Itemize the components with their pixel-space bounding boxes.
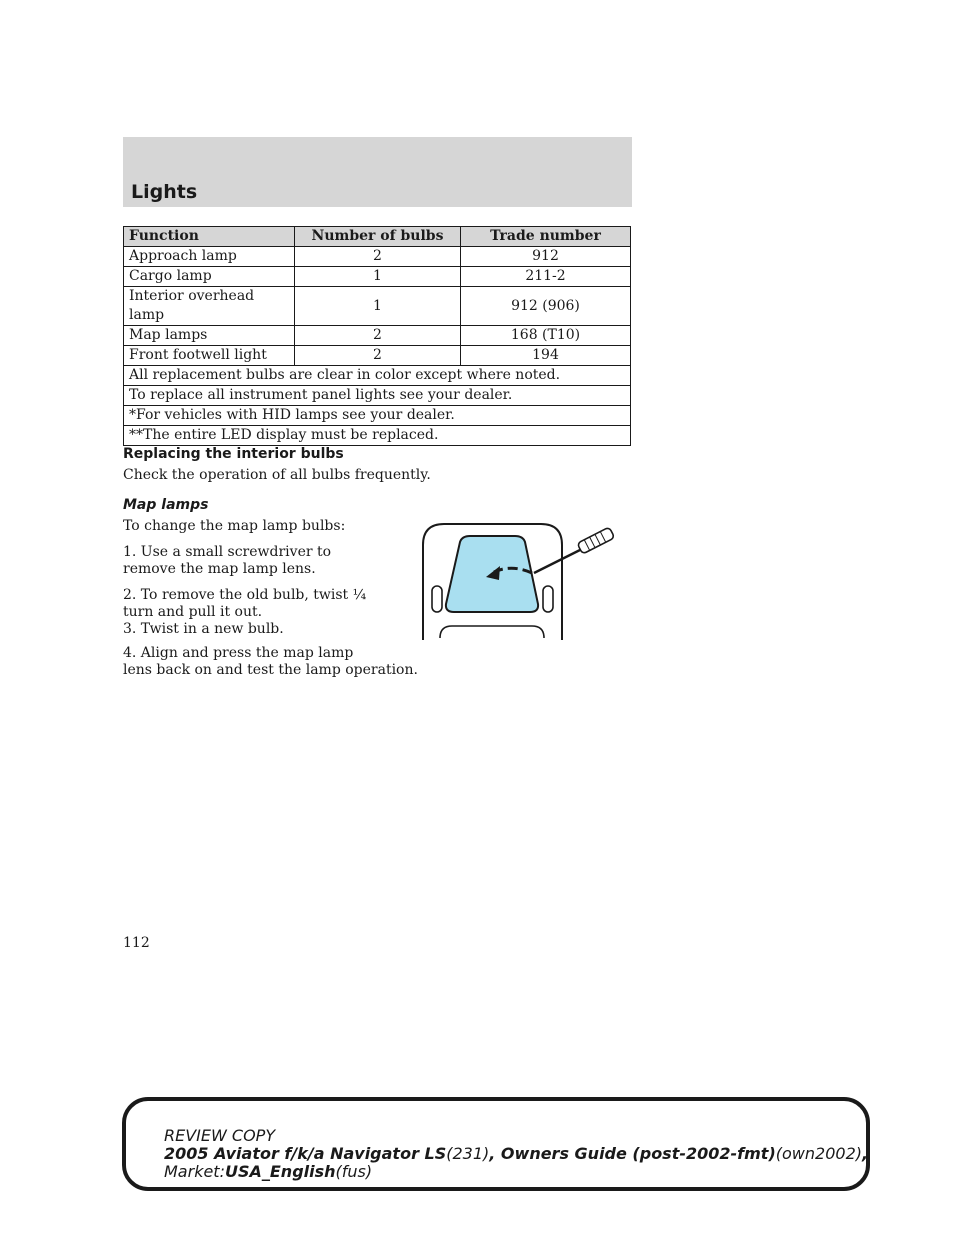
section-title: Lights <box>131 181 198 203</box>
footer-vehicle-code: (231) <box>446 1144 490 1163</box>
cell-number: 2 <box>295 247 461 267</box>
bulb-table <box>123 226 631 446</box>
step-line: 1. Use a small screwdriver to <box>123 544 332 560</box>
column-header-number-of-bulbs: Number of bulbs <box>295 227 461 247</box>
sub-heading: Map lamps <box>123 497 209 513</box>
table-note-row <box>124 406 631 426</box>
step-3 <box>123 621 284 638</box>
screwdriver-handle-icon <box>577 527 615 554</box>
cell-function: Interior overhead lamp <box>124 287 295 326</box>
table-header-row <box>124 227 631 247</box>
step-line: 3. Twist in a new bulb. <box>123 621 284 637</box>
footer-line-2 <box>164 1145 868 1163</box>
step-line: turn and pull it out. <box>123 604 263 620</box>
intro-text: Check the operation of all bulbs frequently. <box>123 467 431 483</box>
section-heading: Replacing the interior bulbs <box>123 446 344 462</box>
table-note: To replace all instrument panel lights see your dealer. <box>124 386 631 406</box>
table-row <box>124 326 631 346</box>
step-line: lens back on and test the lamp operation. <box>123 662 418 678</box>
cell-function: Cargo lamp <box>124 267 295 287</box>
step-1 <box>123 544 331 578</box>
table-row <box>124 247 631 267</box>
review-copy-label: REVIEW COPY <box>164 1126 276 1145</box>
footer-market-label: Market: <box>164 1162 225 1181</box>
cell-function: Front footwell light <box>124 346 295 366</box>
cell-number: 1 <box>295 267 461 287</box>
page-number: 112 <box>123 935 150 951</box>
table-note-row <box>124 426 631 446</box>
table-row <box>124 287 631 326</box>
footer-guide: , Owners Guide (post-2002-fmt) <box>489 1144 776 1163</box>
table-note-row <box>124 366 631 386</box>
table-note: All replacement bulbs are clear in color except where noted. <box>124 366 631 386</box>
cell-trade-number: 912 <box>461 247 631 267</box>
footer-guide-code: (own2002) <box>775 1144 862 1163</box>
screwdriver-shaft-icon <box>534 550 580 573</box>
table-note: *For vehicles with HID lamps see your dealer. <box>124 406 631 426</box>
left-slot <box>432 586 442 612</box>
cell-number: 1 <box>295 287 461 326</box>
lower-lens-edge <box>440 626 544 638</box>
table-note-row <box>124 386 631 406</box>
cell-number: 2 <box>295 326 461 346</box>
footer-comma: , <box>861 1144 869 1163</box>
right-slot <box>543 586 553 612</box>
cell-function: Map lamps <box>124 326 295 346</box>
cell-function: Approach lamp <box>124 247 295 267</box>
cell-trade-number: 168 (T10) <box>461 326 631 346</box>
column-header-function: Function <box>124 227 295 247</box>
cell-trade-number: 194 <box>461 346 631 366</box>
cell-trade-number: 912 (906) <box>461 287 631 326</box>
review-copy-footer <box>122 1097 870 1191</box>
footer-line-1 <box>164 1127 275 1145</box>
table-note: **The entire LED display must be replaced. <box>124 426 631 446</box>
cell-trade-number: 211-2 <box>461 267 631 287</box>
table-row <box>124 267 631 287</box>
footer-vehicle: 2005 Aviator f/k/a Navigator LS <box>164 1144 447 1163</box>
footer-market: USA_English <box>224 1162 336 1181</box>
column-header-trade-number: Trade number <box>461 227 631 247</box>
cell-number: 2 <box>295 346 461 366</box>
table-row <box>124 346 631 366</box>
footer-market-code: (fus) <box>335 1162 373 1181</box>
step-line: remove the map lamp lens. <box>123 561 316 577</box>
lead-text: To change the map lamp bulbs: <box>123 518 346 534</box>
step-line: 4. Align and press the map lamp <box>123 645 354 661</box>
step-2 <box>123 587 366 621</box>
map-lamp-illustration <box>420 520 630 640</box>
footer-line-3 <box>164 1163 372 1181</box>
section-header-bar <box>123 137 632 207</box>
step-line: 2. To remove the old bulb, twist ¼ <box>123 587 367 603</box>
step-4 <box>123 645 418 679</box>
